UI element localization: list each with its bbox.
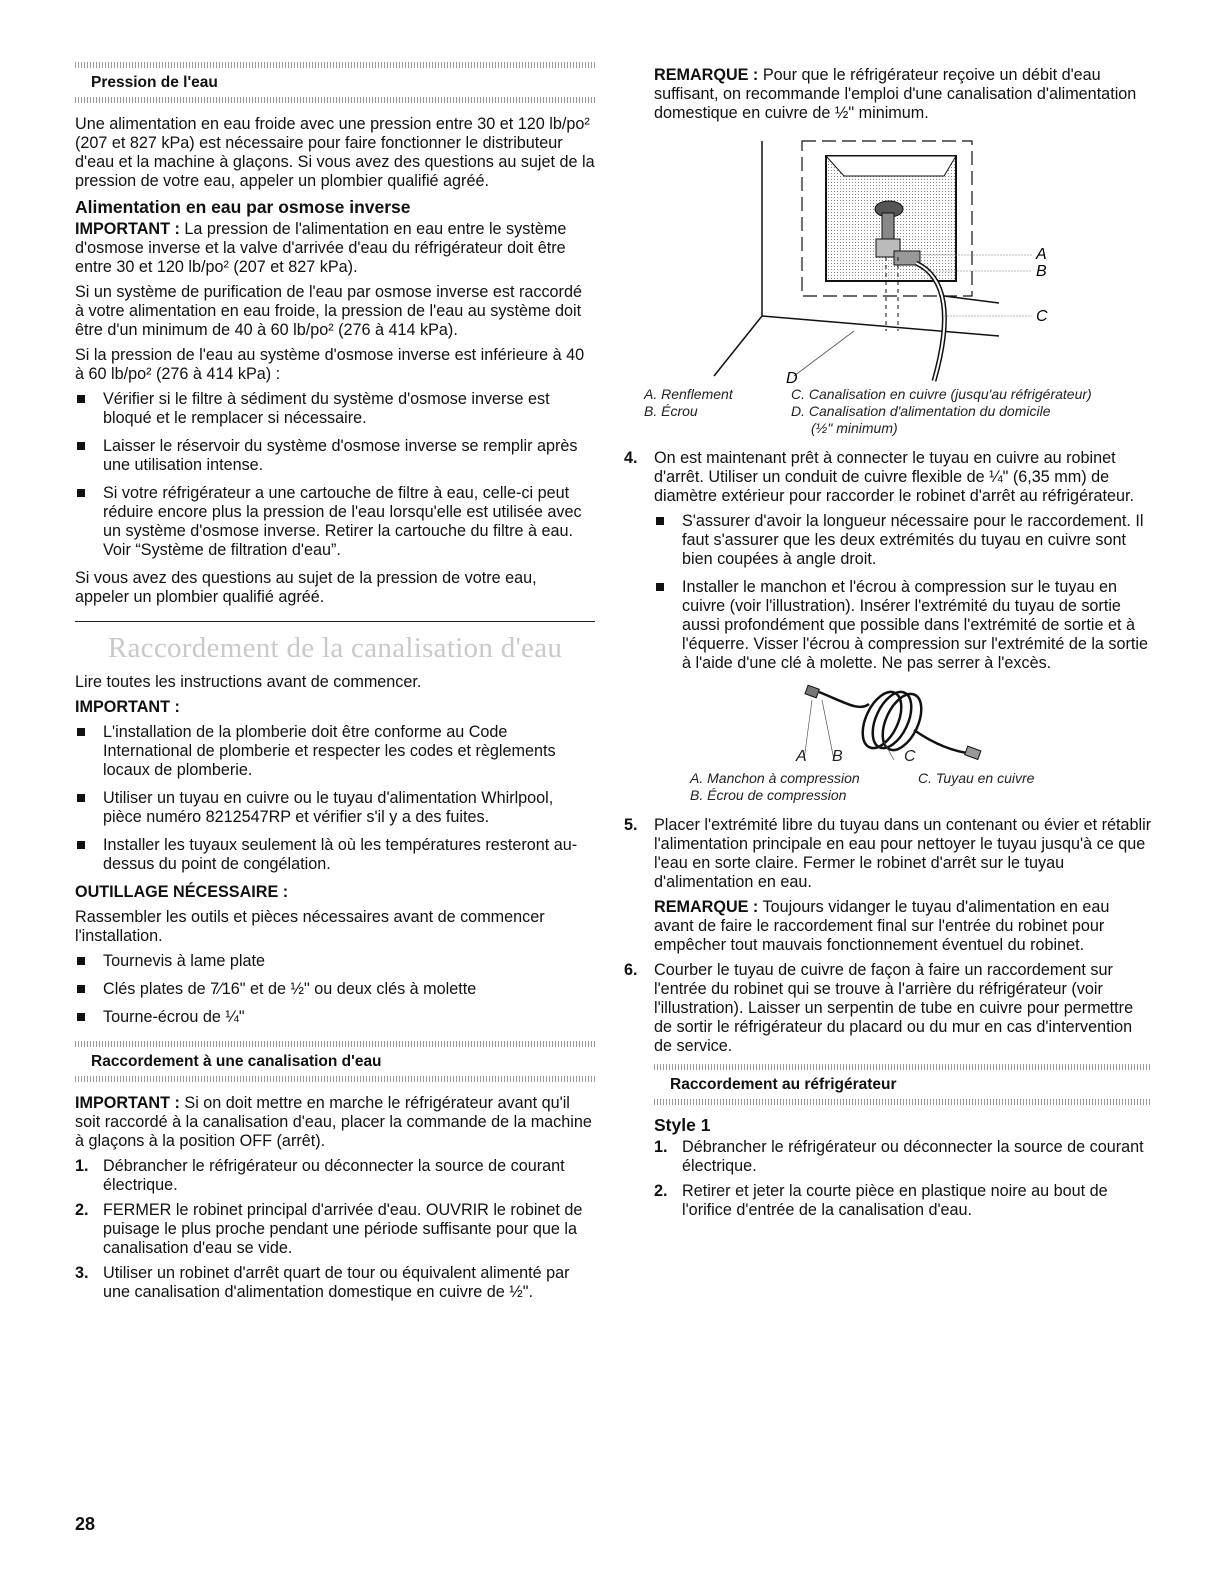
outillage-paragraph: Rassembler les outils et pièces nécessaires avant de commencer l'installation. [75, 908, 545, 945]
left-column [75, 62, 595, 1308]
list-item: Clés plates de 7⁄16" et de ½" ou deux clés à molette [75, 980, 595, 999]
fig2-label-c: C [904, 748, 916, 765]
section-divider [654, 1099, 1152, 1105]
list-item: 4. On est maintenant prêt à connecter le tuyau en cuivre au robinet d'arrêt. Utiliser un conduit de cuivre flexible de ¼" (6,35 mm) de diamètre extérieur pour raccorder le robinet d'arrêt au réfrigérateur. S'assurer d'avoir la longueur nécessaire pour le raccordement. Il faut s'assurer que les deux extrémités du tuyau en cuivre sont bien coupées à angle droit. Installer le manchon et l'écrou à compression sur le tuyau en cuivre (voir l'illustration). Insérer l'extrémité du tuyau de sortie aussi profondément que possible dans l'extrémité de sortie et à l'équerre. Visser l'écrou à compression sur l'extrémité de la sortie à l'aide d'une clé à molette. Ne pas serrer à l'excès. [624, 449, 1152, 673]
list-item: 3. Utiliser un robinet d'arrêt quart de tour ou équivalent alimenté par une canalisation d'alimentation domestique en cuivre de ½". [75, 1264, 570, 1301]
section-divider [75, 1076, 595, 1082]
list-item: Installer le manchon et l'écrou à compression sur le tuyau en cuivre (voir l'illustration). Insérer l'extrémité du tuyau de sortie aussi profondément que possible dans l'extrémité de sortie et à l'équerre. Visser l'écrou à compression sur l'extrémité de la sortie à l'aide d'une clé à molette. Ne pas serrer à l'excès. [654, 578, 1152, 673]
outillage-label: OUTILLAGE NÉCESSAIRE : [75, 883, 289, 901]
horizontal-rule [75, 621, 595, 622]
fig1-label-b: B [1036, 263, 1047, 280]
fig2-label-a: A [796, 748, 807, 765]
section-divider [75, 1041, 595, 1047]
osmose-title: Alimentation en eau par osmose inverse [75, 197, 411, 217]
pression-title: Pression de l'eau [91, 74, 218, 91]
list-item: Laisser le réservoir du système d'osmose inverse se remplir après une utilisation intense. [75, 437, 595, 475]
fig2-caption: A. Manchon à compression B. Écrou de compression C. Tuyau en cuivre [690, 770, 1035, 803]
osmose-bullet-list [75, 390, 595, 560]
raccord-important: IMPORTANT : Si on doit mettre en marche le réfrigérateur avant qu'il soit raccordé à la canalisation d'eau, placer la commande de la machine à glaçons à la position OFF (arrêt). [75, 1094, 592, 1150]
fig2-label-b: B [832, 748, 843, 765]
fig1-label-a: A [1036, 246, 1047, 263]
list-item: Tourne-écrou de ¼" [75, 1008, 595, 1027]
list-item: 5. Placer l'extrémité libre du tuyau dans un contenant ou évier et rétablir l'alimentation principale en eau pour nettoyer le tuyau jusqu'à ce que l'eau en sorte claire. Fermer le robinet d'arrêt sur le tuyau d'alimentation en eau. REMARQUE : Toujours vidanger le tuyau d'alimentation en eau avant de faire le raccordement final sur l'entrée du robinet pour empêcher tout mauvais fonctionnement éventuel du robinet. [624, 816, 1152, 954]
section-divider [75, 97, 595, 103]
osmose-important: IMPORTANT : La pression de l'alimentation en eau entre le système d'osmose inverse et la valve d'arrivée d'eau du réfrigérateur doit être entre 30 et 120 lb/po² (207 et 827 kPa). [75, 220, 567, 276]
raccord-steps [75, 1157, 595, 1302]
raccord-title: Raccordement à une canalisation d'eau [91, 1053, 382, 1070]
section-divider [654, 1064, 1152, 1070]
fitting-diagram [654, 682, 1152, 764]
list-item: Tournevis à lame plate [75, 952, 595, 971]
remarque-paragraph: REMARQUE : Pour que le réfrigérateur reçoive un débit d'eau suffisant, on recommande l'emploi d'une canalisation d'alimentation domestique en cuivre de ½" minimum. [654, 66, 1137, 122]
pression-paragraph: Une alimentation en eau froide avec une pression entre 30 et 120 lb/po² (207 et 827 kPa) est nécessaire pour faire fonctionner le distributeur d'eau et la machine à glaçons. Si vous avez des questions au sujet de la pression de votre eau, appeler un plombier qualifié agréé. [75, 115, 595, 190]
right-column [624, 66, 1152, 1226]
list-item: Utiliser un tuyau en cuivre ou le tuyau d'alimentation Whirlpool, pièce numéro 8212547RP et vérifier s'il y a des fuites. [75, 789, 595, 827]
list-item: 6. Courber le tuyau de cuivre de façon à faire un raccordement sur l'entrée du robinet qui se trouve à l'arrière du réfrigérateur (voir l'illustration). Laisser un serpentin de tube en cuivre pour permettre de sortir le réfrigérateur du placard ou du mur en cas d'intervention de service. [624, 961, 1134, 1055]
fig1-label-d: D [786, 370, 798, 386]
step-4 [624, 449, 1152, 673]
style-title: Style 1 [654, 1115, 711, 1135]
fig1-caption: A. Renflement B. Écrou C. Canalisation en cuivre (jusqu'au réfrigérateur) D. Canalisation d'alimentation du domicile (½" minimum) [644, 386, 1092, 436]
list-item: Vérifier si le filtre à sédiment du système d'osmose inverse est bloqué et le remplacer si nécessaire. [75, 390, 595, 428]
osmose-paragraph-3: Si la pression de l'eau au système d'osmose inverse est inférieure à 40 à 60 lb/po² (276 à 414 kPa) : [75, 346, 585, 383]
list-item: Installer les tuyaux seulement là où les températures resteront au-dessus du point de congélation. [75, 836, 595, 874]
section-title: Raccordement de la canalisation d'eau [107, 632, 563, 664]
section-divider [75, 62, 595, 68]
list-item: 2. Retirer et jeter la courte pièce en plastique noire au bout de l'orifice d'entrée de la canalisation d'eau. [654, 1182, 1108, 1219]
list-item: L'installation de la plomberie doit être conforme au Code International de plomberie et respecter les codes et règlements locaux de plomberie. [75, 723, 595, 780]
outillage-bullet-list [75, 952, 595, 1027]
list-item: 1. Débrancher le réfrigérateur ou déconnecter la source de courant électrique. [75, 1157, 565, 1194]
page-number: 28 [75, 1514, 96, 1534]
valve-diagram [654, 131, 1152, 386]
fig1-label-c: C [1036, 308, 1048, 325]
osmose-paragraph-4: Si vous avez des questions au sujet de la pression de votre eau, appeler un plombier qualifié agréé. [75, 569, 537, 606]
compression-fitting-illustration [654, 682, 1152, 764]
lire-instructions: Lire toutes les instructions avant de commencer. [75, 673, 422, 691]
style-steps [654, 1138, 1152, 1220]
list-item: 2. FERMER le robinet principal d'arrivée d'eau. OUVRIR le robinet de puisage le plus proche pendant une période suffisante pour que la canalisation d'eau se vide. [75, 1201, 583, 1257]
shutoff-valve-illustration [654, 131, 1152, 386]
list-item: 1. Débrancher le réfrigérateur ou déconnecter la source de courant électrique. [654, 1138, 1144, 1175]
list-item: S'assurer d'avoir la longueur nécessaire pour le raccordement. Il faut s'assurer que les deux extrémités du tuyau en cuivre sont bien coupées à angle droit. [654, 512, 1152, 569]
steps-5-6 [624, 816, 1152, 1056]
important-bullet-list [75, 723, 595, 874]
raccord-refrig-title: Raccordement au réfrigérateur [670, 1076, 897, 1093]
osmose-paragraph-2: Si un système de purification de l'eau par osmose inverse est raccordé à votre alimentation en eau froide, la pression de l'eau au système doit être d'un minimum de 40 à 60 lb/po² (276 à 414 kPa). [75, 283, 582, 339]
important-label: IMPORTANT : [75, 698, 180, 716]
list-item: Si votre réfrigérateur a une cartouche de filtre à eau, celle-ci peut réduire encore plus la pression de l'eau lorsqu'elle est utilisée avec un système d'osmose inverse. Retirer la cartouche du filtre à eau. Voir “Système de filtration d'eau”. [75, 484, 595, 560]
